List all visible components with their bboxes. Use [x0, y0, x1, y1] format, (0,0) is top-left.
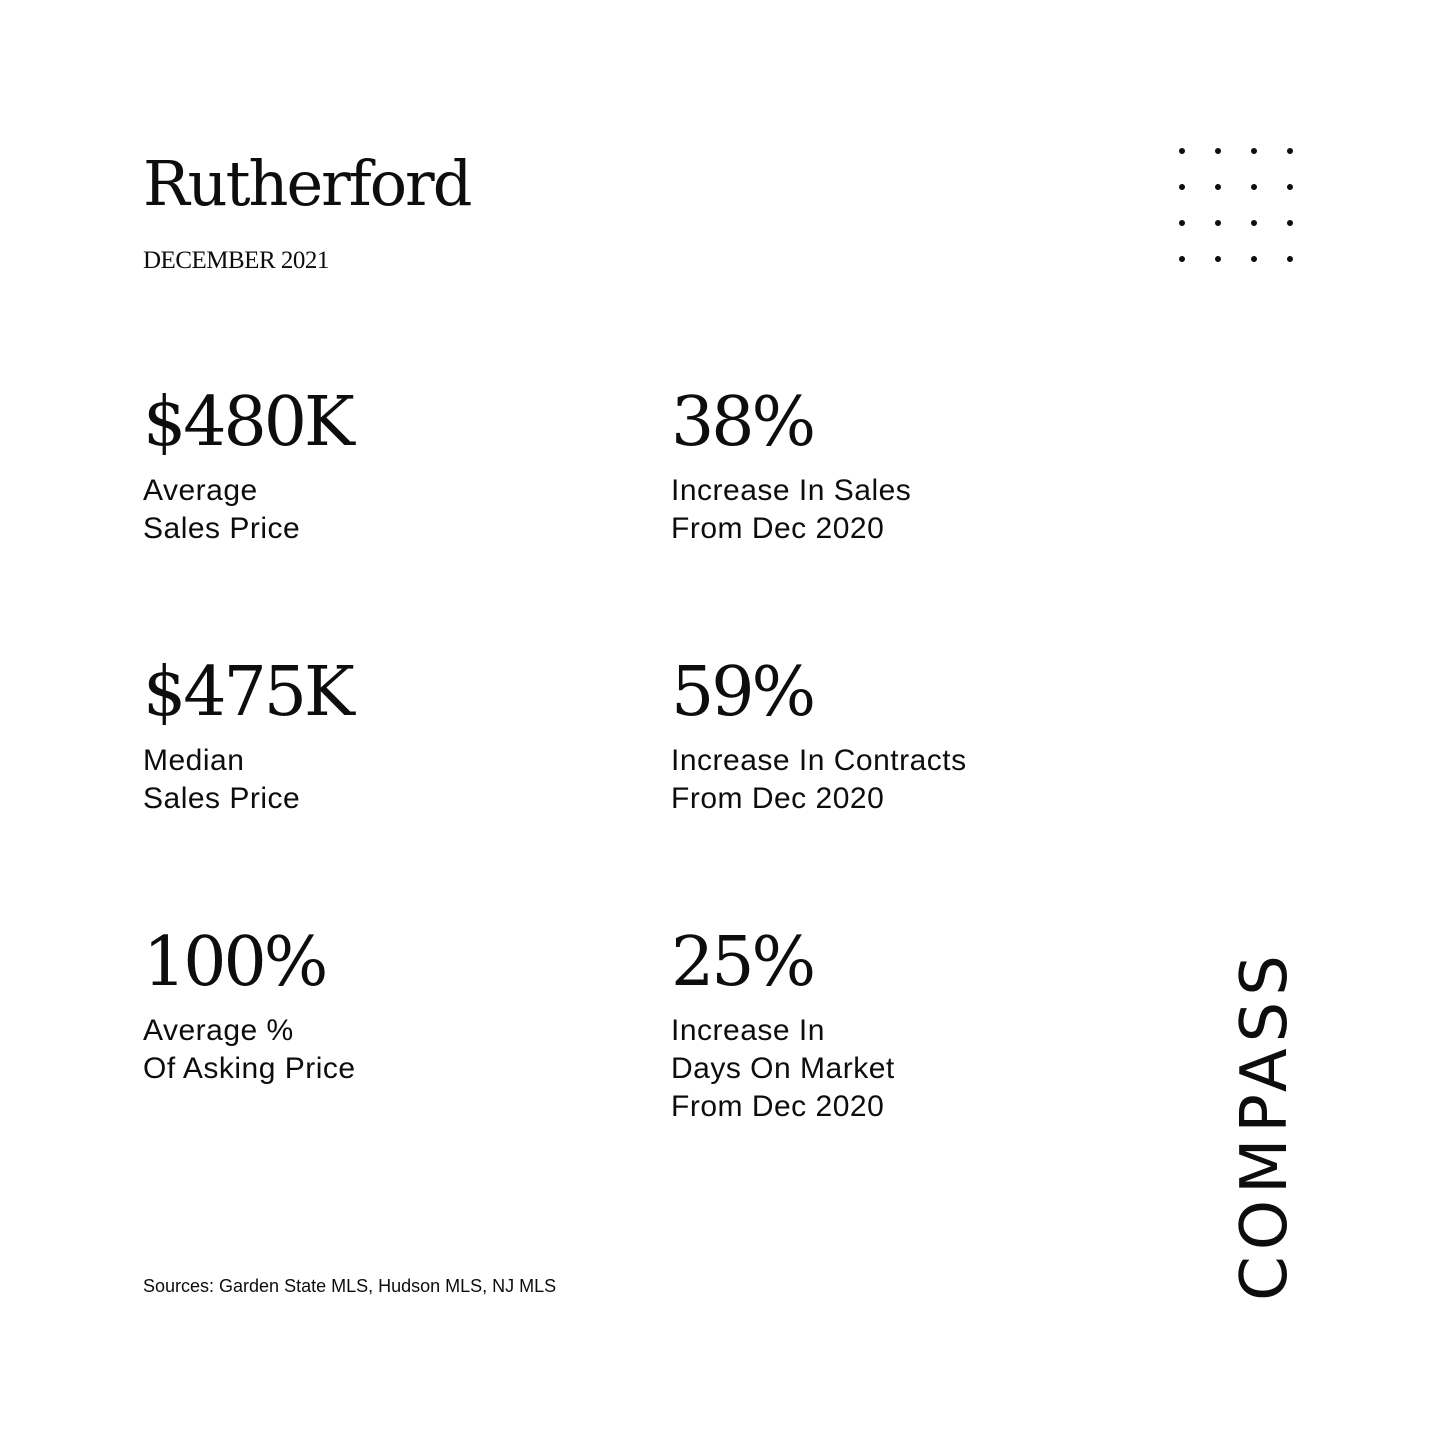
- stat-label-line: Average %: [143, 1014, 294, 1047]
- page-subtitle-date: DECEMBER 2021: [143, 247, 329, 274]
- stat-label: [143, 472, 671, 548]
- stat-label-line: From Dec 2020: [671, 1090, 885, 1123]
- stat-label: [671, 742, 1083, 818]
- stat-value: $475K: [143, 653, 352, 732]
- sources-footnote: Sources: Garden State MLS, Hudson MLS, NJ MLS: [143, 1276, 557, 1296]
- stat-label-line: Increase In Sales: [671, 474, 912, 507]
- compass-logo-text: COMPASS: [1228, 949, 1302, 1301]
- stat-label-line: Days On Market: [671, 1052, 895, 1085]
- stat-label: [671, 1012, 1083, 1126]
- stat-increase-in-sales: [671, 380, 1083, 650]
- stat-value: 100%: [143, 923, 326, 1002]
- stat-increase-in-contracts: [671, 650, 1083, 920]
- stat-average-percent-of-asking: [143, 920, 671, 1190]
- stat-label-line: Sales Price: [143, 512, 301, 545]
- stat-label: [143, 742, 671, 818]
- stat-value: $480K: [143, 383, 352, 462]
- dot-grid-icon: [1175, 144, 1299, 268]
- stat-value: 25%: [671, 923, 814, 1002]
- stat-increase-in-days-on-market: [671, 920, 1083, 1190]
- stats-grid: [143, 380, 1083, 1190]
- stat-value: 38%: [671, 383, 814, 462]
- stat-label-line: Of Asking Price: [143, 1052, 356, 1085]
- stat-label-line: Median: [143, 744, 245, 777]
- stat-label-line: Average: [143, 474, 258, 507]
- stat-label: [671, 472, 1083, 548]
- stat-label-line: Increase In Contracts: [671, 744, 967, 777]
- stat-average-sales-price: [143, 380, 671, 650]
- stat-label-line: From Dec 2020: [671, 782, 885, 815]
- stat-value: 59%: [671, 653, 814, 732]
- stat-label-line: Sales Price: [143, 782, 301, 815]
- page-title: Rutherford: [143, 147, 471, 220]
- stat-label-line: Increase In: [671, 1014, 825, 1047]
- compass-logo: [1200, 950, 1330, 1300]
- stat-label: [143, 1012, 671, 1088]
- stat-median-sales-price: [143, 650, 671, 920]
- stat-label-line: From Dec 2020: [671, 512, 885, 545]
